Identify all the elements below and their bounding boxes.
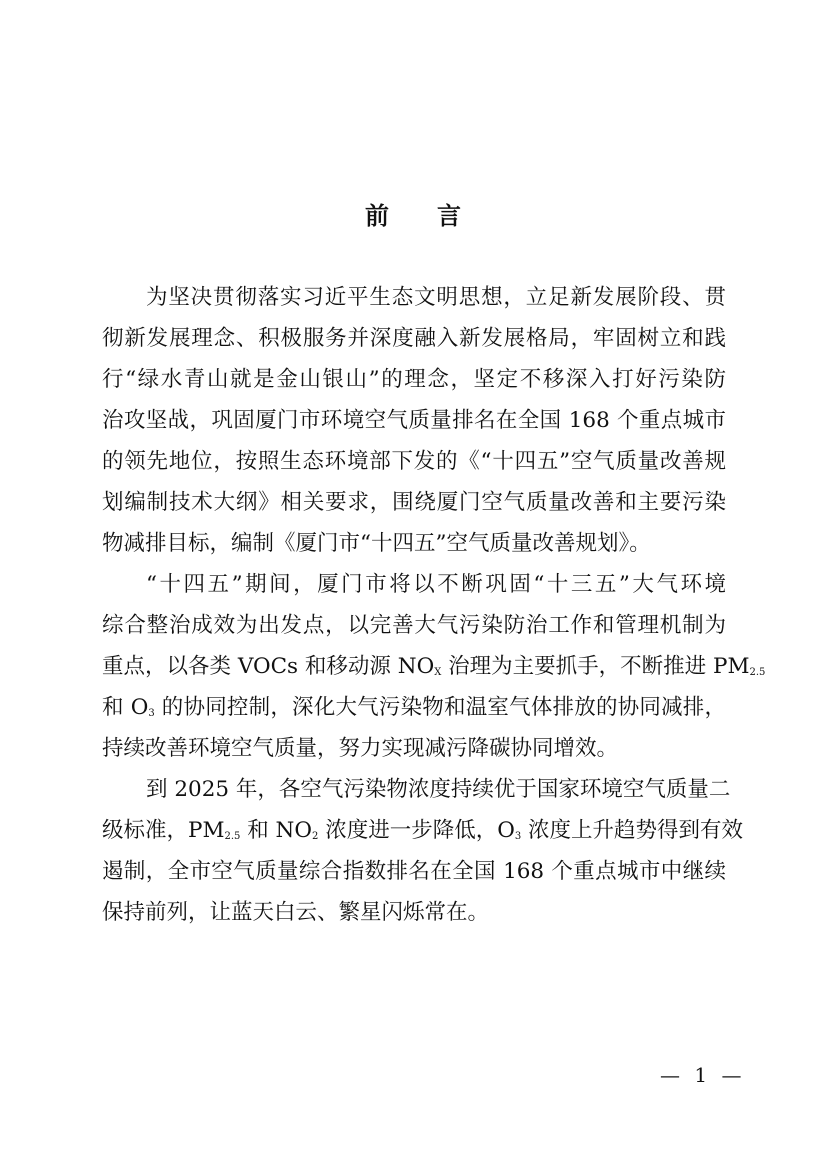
text-line: 为坚决贯彻落实习近平生态文明思想，立足新发展阶段、贯 [146, 285, 726, 310]
text-line: 到 2025 年，各空气污染物浓度持续优于国家环境空气质量二 [146, 777, 731, 802]
text-line: “十四五”期间，厦门市将以不断巩固“十三五”大气环境 [146, 572, 726, 597]
paragraph [102, 280, 726, 567]
text-line: 保持前列，让蓝天白云、繁星闪烁常在。 [102, 900, 490, 925]
text-line: 遏制，全市空气质量综合指数排名在全国 168 个重点城市中继续 [102, 859, 726, 884]
text-line: 划编制技术大纲》相关要求，围绕厦门空气质量改善和主要污染 [102, 490, 726, 515]
text-line: 彻新发展理念、积极服务并深度融入新发展格局，牢固树立和践 [102, 326, 726, 351]
paragraph [102, 772, 744, 936]
text-line: 综合整治成效为出发点，以完善大气污染防治工作和管理机制为 [102, 613, 726, 638]
text-line: 重点，以各类 VOCs 和移动源 $NO_X$ 治理为主要抓手，不断推进 $PM_{2.5}$ [102, 654, 766, 679]
text-line: 的领先地位，按照生态环境部下发的《“十四五”空气质量改善规 [102, 449, 726, 474]
text-line: 持续改善环境空气质量，努力实现减污降碳协同增效。 [102, 736, 619, 761]
text-line: 和 $O_3$ 的协同控制，深化大气污染物和温室气体排放的协同减排， [102, 695, 726, 720]
title-char-1: 前 [365, 201, 389, 230]
text-line: 级标准，$PM_{2.5}$ 和 $NO_2$ 浓度进一步降低，$O_3$ 浓度上升趋势得到有效 [102, 818, 744, 843]
document-body [102, 280, 766, 936]
page-number: — 1 — [660, 1063, 746, 1087]
text-line: 治攻坚战，巩固厦门市环境空气质量排名在全国 168 个重点城市 [102, 408, 726, 433]
title-char-2: 言 [437, 201, 461, 230]
text-line: 物减排目标，编制《厦门市“十四五”空气质量改善规划》。 [102, 531, 651, 556]
paragraph [102, 567, 766, 772]
text-line: 行“绿水青山就是金山银山”的理念，坚定不移深入打好污染防 [102, 367, 726, 392]
page-title [0, 196, 826, 231]
